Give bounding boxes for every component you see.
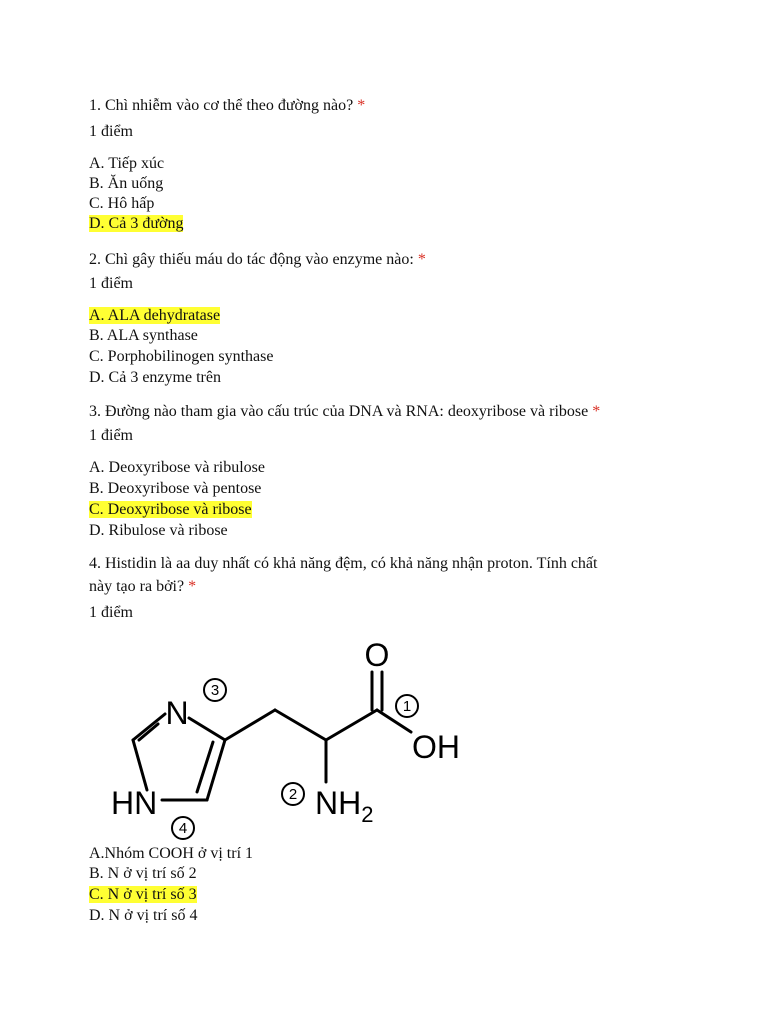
question-3-points: 1 điểm	[89, 427, 133, 444]
ring-bond-n3-c2	[133, 714, 165, 740]
question-1-option-a: A. Tiếp xúc	[89, 155, 165, 172]
atom-nh2: $NH_2$	[315, 785, 374, 827]
question-4-title-line1: 4. Histidin là aa duy nhất có khả năng đệm, có khả năng nhận proton. Tính chất	[89, 555, 598, 572]
required-star: *	[417, 251, 426, 268]
question-1-title: 1. Chì nhiễm vào cơ thể theo đường nào? *	[89, 97, 366, 114]
ring-bond-c4-n3	[189, 718, 225, 740]
question-3-option-c-highlighted: C. Deoxyribose và ribose	[89, 501, 252, 518]
atom-n-ring: N	[165, 695, 189, 731]
question-3-option-a: A. Deoxyribose và ribulose	[89, 459, 265, 476]
question-2-option-a-highlighted: A. ALA dehydratase	[89, 307, 221, 324]
position-marker-2: 2	[288, 786, 298, 803]
question-1-option-d-highlighted: D. Cả 3 đường	[89, 215, 184, 232]
required-star: *	[357, 97, 366, 114]
question-1-option-b: B. Ăn uống	[89, 175, 164, 192]
question-2-option-d: D. Cả 3 enzyme trên	[89, 369, 221, 386]
side-chain-bond-1	[225, 710, 275, 740]
required-star: *	[592, 403, 601, 420]
position-marker-4: 4	[178, 820, 188, 837]
histidine-structure-diagram	[95, 632, 495, 842]
question-3-title: 3. Đường nào tham gia vào cấu trúc của DNA và RNA: deoxyribose và ribose *	[89, 403, 601, 420]
atom-hn: HN	[111, 785, 158, 821]
question-4-title-line2: này tạo ra bởi? *	[89, 578, 197, 595]
question-2-option-b: B. ALA synthase	[89, 327, 198, 344]
question-4-option-c-highlighted: C. N ở vị trí số 3	[89, 886, 197, 903]
question-3-option-b: B. Deoxyribose và pentose	[89, 480, 262, 497]
question-4-option-b: B. N ở vị trí số 2	[89, 865, 197, 882]
question-4-option-a: A.Nhóm COOH ở vị trí 1	[89, 845, 254, 862]
question-2-option-c: C. Porphobilinogen synthase	[89, 348, 274, 365]
question-2-points: 1 điểm	[89, 275, 133, 292]
question-1-points: 1 điểm	[89, 123, 133, 140]
position-marker-1: 1	[402, 698, 412, 715]
atom-oh: OH	[412, 729, 460, 765]
position-marker-3: 3	[210, 682, 220, 699]
side-chain-bond-2	[275, 710, 326, 740]
alpha-carbon-carboxyl-bond	[326, 710, 377, 740]
question-1-option-c: C. Hô hấp	[89, 195, 155, 212]
question-2-title: 2. Chì gây thiếu máu do tác động vào enzyme nào: *	[89, 251, 426, 268]
question-4-points: 1 điểm	[89, 604, 133, 621]
required-star: *	[188, 578, 197, 595]
ring-bond-c2-n1	[133, 740, 147, 790]
atom-o-top: O	[364, 637, 390, 673]
question-3-option-d: D. Ribulose và ribose	[89, 522, 228, 539]
question-4-option-d: D. N ở vị trí số 4	[89, 907, 198, 924]
